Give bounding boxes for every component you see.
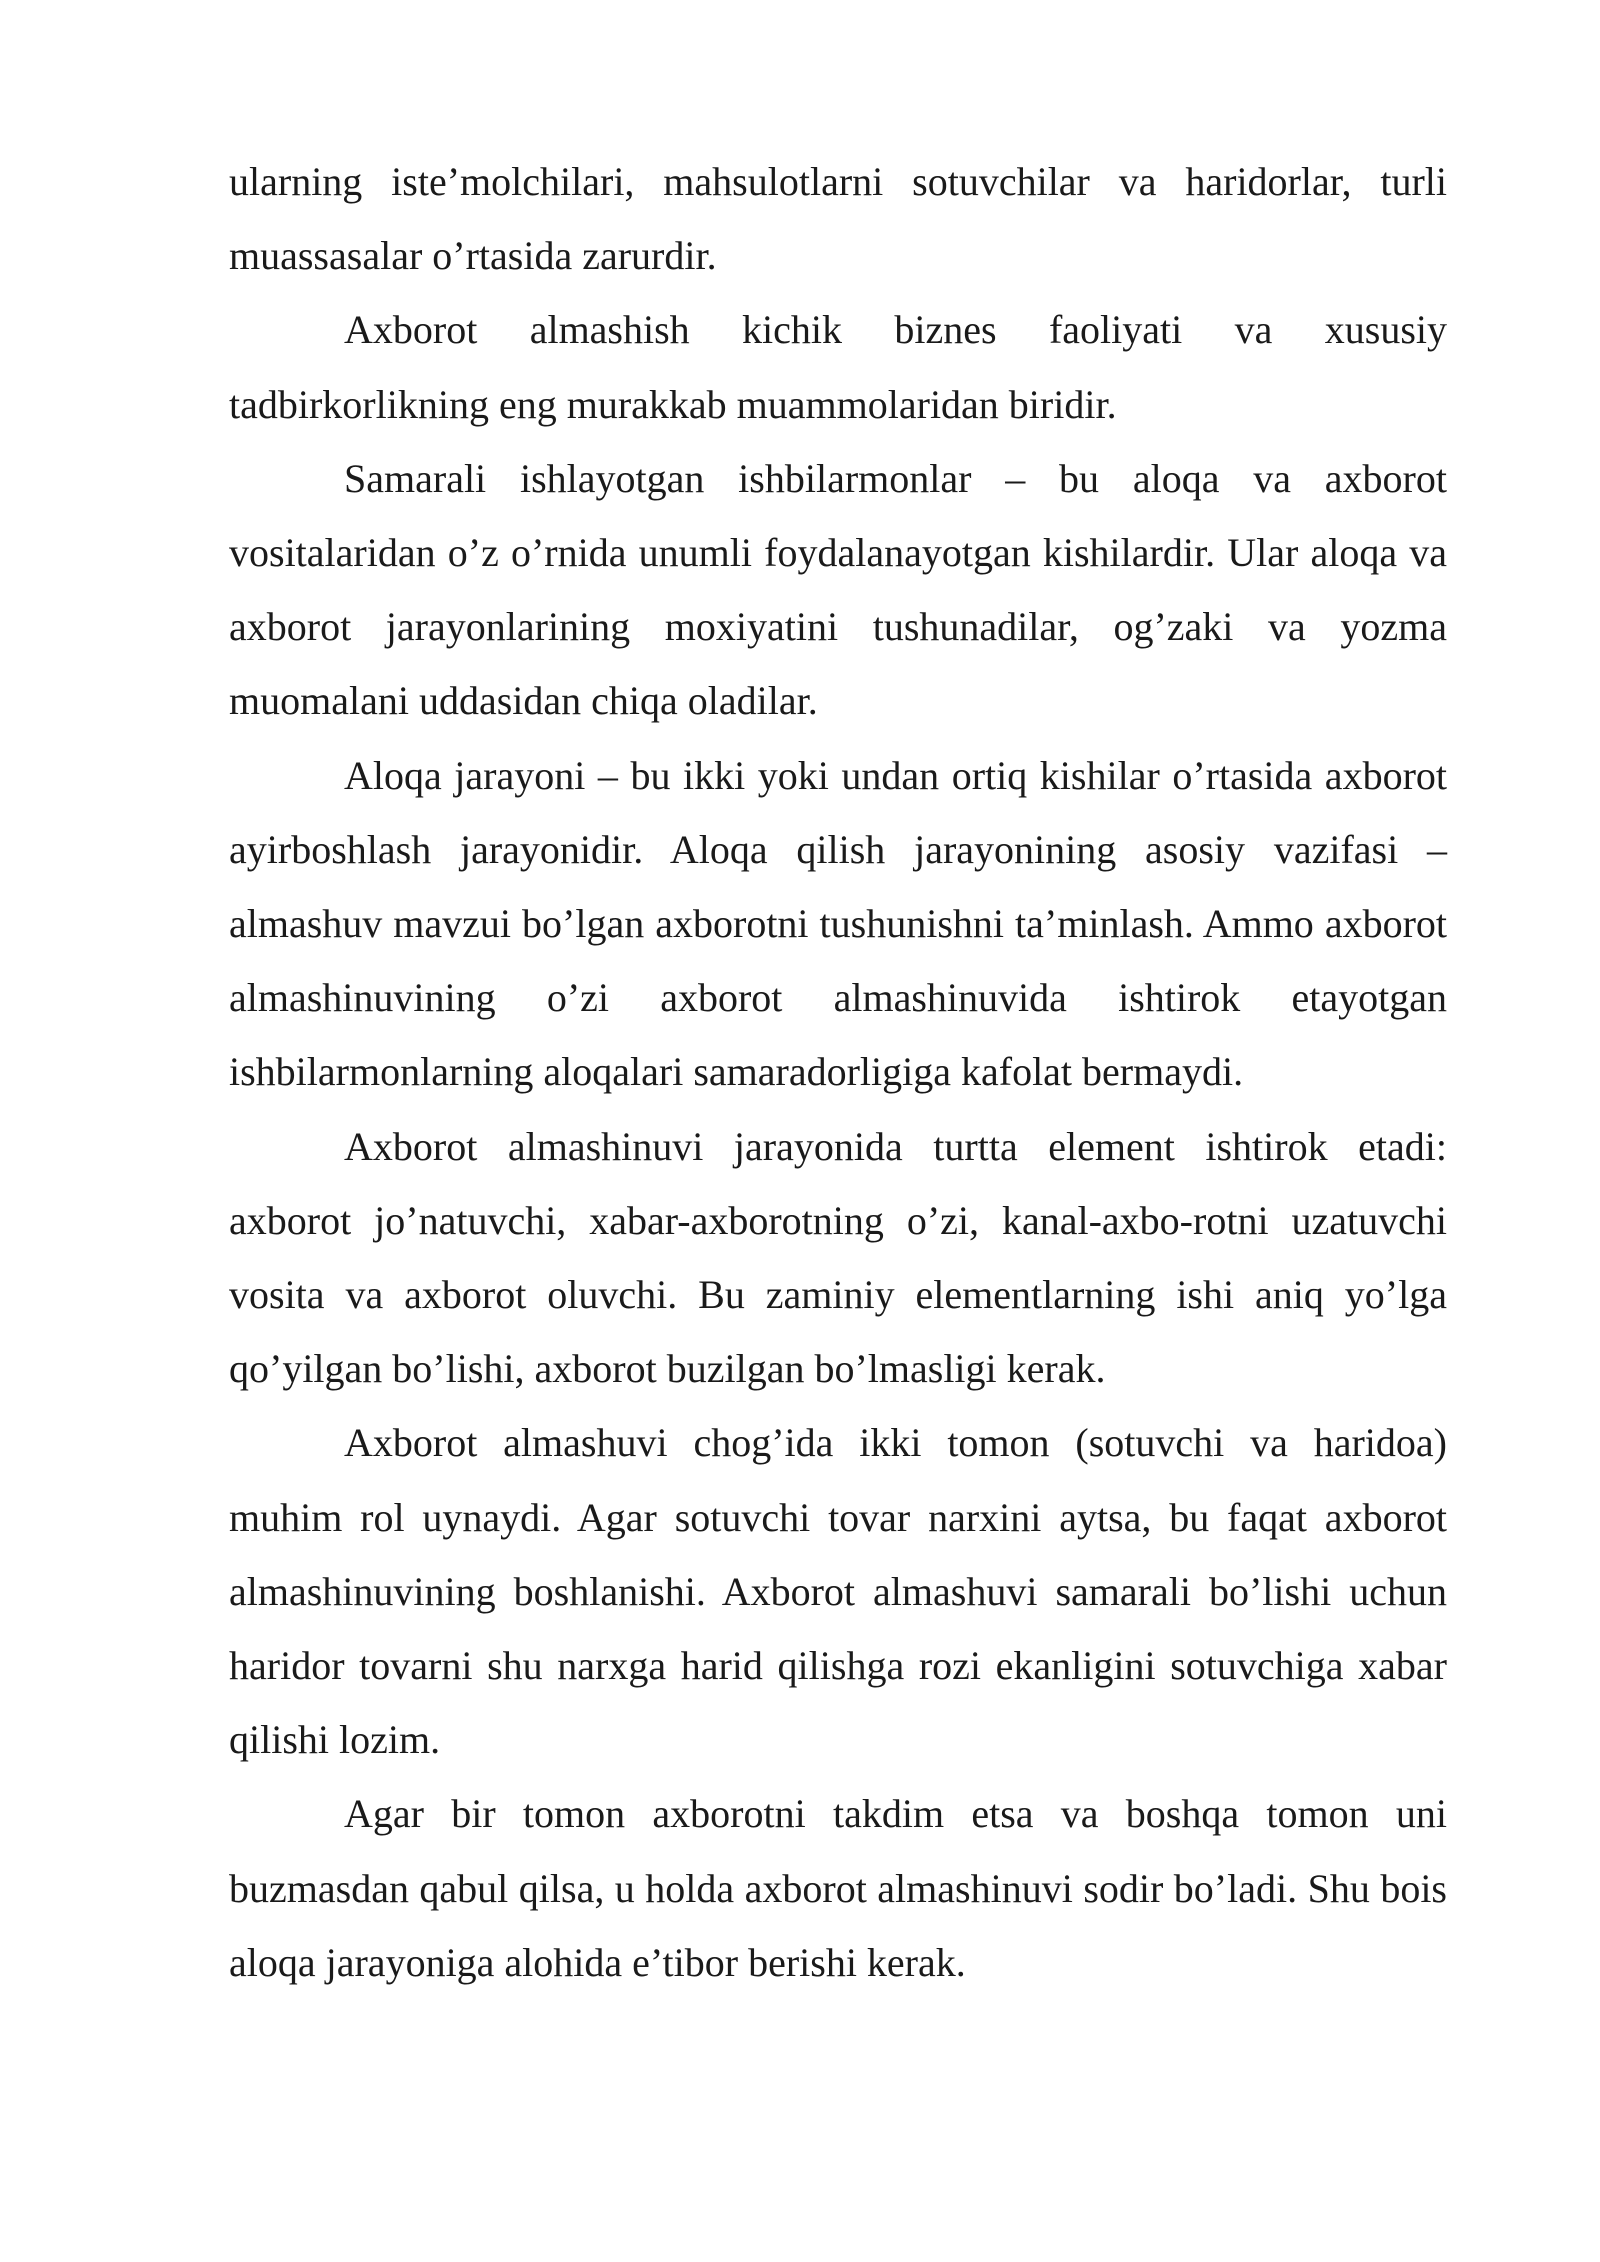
paragraph: Axborot almashish kichik biznes faoliyati va xususiy tadbirkorlikning eng murakkab muammolaridan biridir. <box>229 307 1447 427</box>
paragraph: Axborot almashuvi chog’ida ikki tomon (sotuvchi va haridoa) muhim rol uynaydi. Agar sotuvchi tovar narxini aytsa, bu faqat axborot almashinuvining boshlanishi. Axborot almashuvi samarali bo’lishi uchun haridor tovarni shu narxga harid qilishga rozi ekanligini sotuvchiga xabar qilishi lozim. <box>229 1420 1447 1763</box>
paragraph: Agar bir tomon axborotni takdim etsa va boshqa tomon uni buzmasdan qabul qilsa, u holda axborot almashinuvi sodir bo’ladi. Shu bois aloqa jarayoniga alohida e’tibor berishi kerak. <box>229 1791 1447 1985</box>
document-body <box>229 145 1447 2000</box>
paragraph: Axborot almashinuvi jarayonida turtta element ishtirok etadi: axborot jo’natuvchi, xabar-axborotning o’zi, kanal-axbo-rotni uzatuvchi vosita va axborot oluvchi. Bu zaminiy elementlarning ishi aniq yo’lga qo’yilgan bo’lishi, axborot buzilgan bo’lmasligi kerak. <box>229 1123 1447 1392</box>
paragraph: Aloqa jarayoni – bu ikki yoki undan ortiq kishilar o’rtasida axborot ayirboshlash jarayonidir. Aloqa qilish jarayonining asosiy vazifasi – almashuv mavzui bo’lgan axborotni tushunishni ta’minlash. Ammo axborot almashinuvining o’zi axborot almashinuvida ishtirok etayotgan ishbilarmonlarning aloqalari samaradorligiga kafolat bermaydi. <box>229 752 1447 1095</box>
paragraph-continuation: ularning iste’molchilari, mahsulotlarni sotuvchilar va haridorlar, turli muassasalar o’rtasida zarurdir. <box>229 159 1447 279</box>
paragraph: Samarali ishlayotgan ishbilarmonlar – bu aloqa va axborot vositalaridan o’z o’rnida unumli foydalanayotgan kishilardir. Ular aloqa va axborot jarayonlarining moxiyatini tushunadilar, og’zaki va yozma muomalani uddasidan chiqa oladilar. <box>229 455 1447 724</box>
